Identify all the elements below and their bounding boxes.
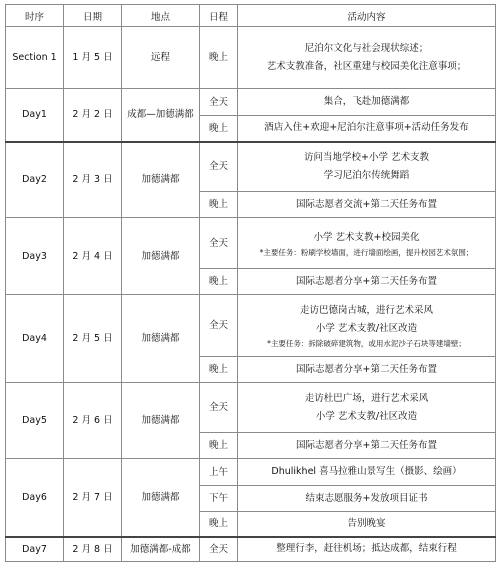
- activity-cell: [238, 142, 496, 192]
- table-row: [6, 295, 496, 357]
- activity-line: 国际志愿者分享+第二天任务布置: [296, 275, 437, 287]
- header-content: 活动内容: [238, 5, 496, 27]
- activity-cell: [238, 512, 496, 537]
- place-cell: 成都—加德满都: [122, 89, 200, 142]
- activity-cell: [238, 383, 496, 433]
- activity-cell: [238, 459, 496, 486]
- date-cell: 2 月 7 日: [64, 459, 122, 537]
- order-cell: Day4: [6, 295, 64, 383]
- task-note: *主要任务：拆除破碎建筑物，或用水泥沙子石块等建墙壁；: [267, 339, 466, 348]
- header-date: 日期: [64, 5, 122, 27]
- activity-line: 小学 艺术支教/社区改造: [315, 410, 418, 422]
- table-row: [6, 142, 496, 192]
- place-cell: 远程: [122, 27, 200, 89]
- date-cell: 2 月 2 日: [64, 89, 122, 142]
- date-cell: 2 月 6 日: [64, 383, 122, 459]
- activity-cell: [238, 486, 496, 512]
- date-cell: 2 月 3 日: [64, 142, 122, 218]
- activity-line: 集合，飞赴加德满都: [323, 96, 410, 107]
- activity-cell: [238, 218, 496, 269]
- time-cell: 全天: [200, 295, 238, 357]
- activity-line: 走访杜巴广场，进行艺术采风: [304, 392, 429, 404]
- header-row: [6, 5, 496, 27]
- itinerary-table: [5, 4, 496, 562]
- time-cell: 晚上: [200, 192, 238, 218]
- time-cell: 晚上: [200, 27, 238, 89]
- time-cell: 全天: [200, 383, 238, 433]
- order-cell: Day6: [6, 459, 64, 537]
- order-cell: Day3: [6, 218, 64, 295]
- time-cell: 全天: [200, 537, 238, 562]
- time-cell: 晚上: [200, 269, 238, 295]
- order-cell: Day5: [6, 383, 64, 459]
- time-cell: 晚上: [200, 116, 238, 142]
- table-row: [6, 89, 496, 116]
- place-cell: 加德满都: [122, 459, 200, 537]
- time-cell: 全天: [200, 218, 238, 269]
- activity-cell: [238, 27, 496, 89]
- activity-cell: [238, 116, 496, 142]
- task-note: *主要任务：粉刷学校墙面，进行墙面绘画，提升校园艺术氛围；: [259, 247, 474, 257]
- table-row: [6, 218, 496, 269]
- activity-cell: [238, 537, 496, 562]
- place-cell: 加德满都-成都: [122, 537, 200, 562]
- activity-line: 整理行李，赶往机场；抵达成都，结束行程: [276, 543, 457, 555]
- header-order: 时序: [6, 5, 64, 27]
- table-row: [6, 383, 496, 433]
- activity-line: Dhulikhel 喜马拉雅山景写生（摄影、绘画）: [271, 466, 462, 477]
- place-cell: 加德满都: [122, 295, 200, 383]
- activity-line: 国际志愿者交流+第二天任务布置: [296, 198, 437, 210]
- activity-cell: [238, 89, 496, 116]
- activity-line: 国际志愿者分享+第二天任务布置: [296, 439, 437, 451]
- time-cell: 晚上: [200, 512, 238, 537]
- time-cell: 晚上: [200, 433, 238, 459]
- place-cell: 加德满都: [122, 142, 200, 218]
- activity-cell: [238, 295, 496, 357]
- time-cell: 下午: [200, 486, 238, 512]
- activity-line: 访问当地学校+小学 艺术支教: [304, 151, 429, 163]
- place-cell: 加德满都: [122, 383, 200, 459]
- activity-line: 告别晚宴: [347, 517, 386, 529]
- activity-cell: [238, 433, 496, 459]
- activity-line: 学习尼泊尔传统舞蹈: [323, 169, 410, 181]
- activity-cell: [238, 269, 496, 295]
- header-schedule: 日程: [200, 5, 238, 27]
- table-row: [6, 27, 496, 89]
- activity-line: 酒店入住+欢迎+尼泊尔注意事项+活动任务发布: [264, 122, 469, 134]
- header-place: 地点: [122, 5, 200, 27]
- order-cell: Section 1: [6, 27, 64, 89]
- activity-line: 国际志愿者分享+第二天任务布置: [296, 363, 437, 375]
- place-cell: 加德满都: [122, 218, 200, 295]
- date-cell: 2 月 4 日: [64, 218, 122, 295]
- activity-line: 小学 艺术支教/社区改造: [315, 323, 418, 334]
- order-cell: Day7: [6, 537, 64, 562]
- date-cell: 2 月 8 日: [64, 537, 122, 562]
- activity-line: 尼泊尔文化与社会现状综述；: [304, 42, 429, 54]
- activity-line: 艺术支教准备，社区重建与校园美化注意事项；: [266, 60, 467, 72]
- date-cell: 1 月 5 日: [64, 27, 122, 89]
- order-cell: Day1: [6, 89, 64, 142]
- time-cell: 全天: [200, 89, 238, 116]
- date-cell: 2 月 5 日: [64, 295, 122, 383]
- time-cell: 全天: [200, 142, 238, 192]
- table-row: [6, 537, 496, 562]
- itinerary-table-wrapper: [5, 4, 496, 562]
- activity-cell: [238, 192, 496, 218]
- time-cell: 上午: [200, 459, 238, 486]
- activity-line: 结束志愿服务+发放项目证书: [305, 492, 428, 504]
- activity-line: 走访巴德岗古城，进行艺术采风: [299, 305, 433, 316]
- time-cell: 晚上: [200, 357, 238, 383]
- activity-cell: [238, 357, 496, 383]
- activity-line: 小学 艺术支教+校园美化: [313, 231, 420, 243]
- order-cell: Day2: [6, 142, 64, 218]
- table-row: [6, 459, 496, 486]
